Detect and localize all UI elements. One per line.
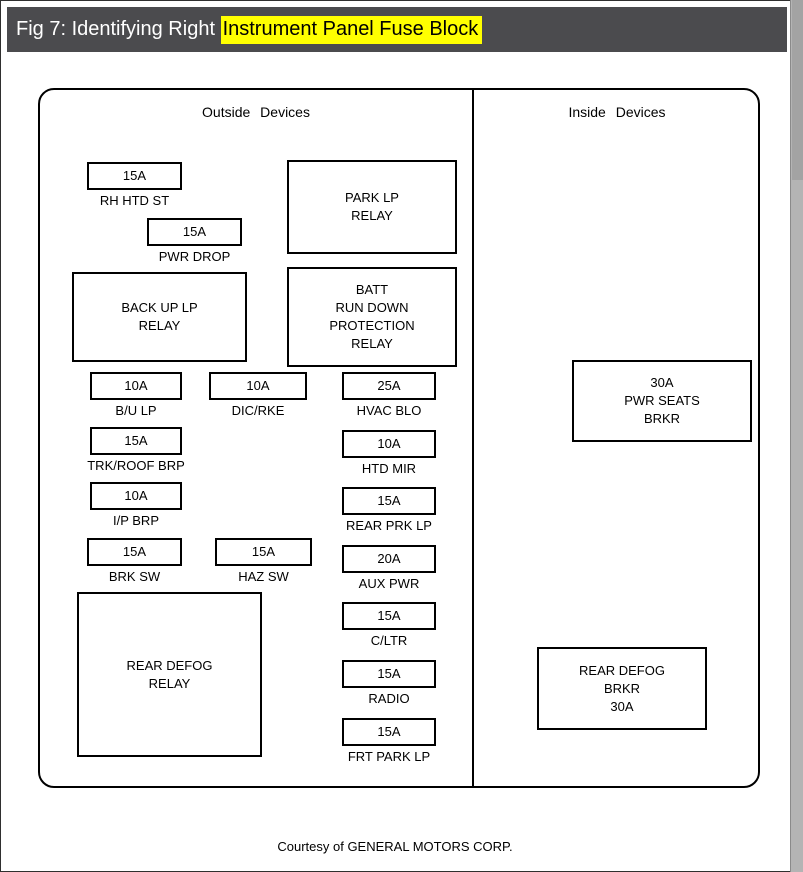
relay-batt-run-down-text: BATT [355, 282, 389, 297]
courtesy-line: Courtesy of GENERAL MOTORS CORP. [277, 839, 513, 854]
fuse-frt-park-lp-label: FRT PARK LP [347, 749, 431, 764]
fuse-bu-lp-text: 10A [124, 378, 148, 393]
fuse-brk-sw-label: BRK SW [108, 569, 161, 584]
vertical-scrollbar[interactable] [790, 0, 803, 872]
fuse-dic-rke-label: DIC/RKE [231, 403, 285, 418]
fuse-ip-brp-text: 10A [124, 488, 148, 503]
fuse-trk-roof-brp-label: TRK/ROOF BRP [87, 458, 185, 473]
fuse-htd-mir-label: HTD MIR [361, 461, 417, 476]
fuse-brk-sw-text: 15A [122, 544, 147, 559]
breaker-pwr-seats-text: BRKR [643, 411, 681, 426]
relay-back-up-lp-text: RELAY [138, 318, 181, 333]
fuse-aux-pwr-text: 20A [377, 551, 401, 566]
fuse-bu-lp-label: B/U LP [115, 403, 157, 418]
relay-batt-run-down-text: RUN DOWN [335, 300, 409, 315]
fuse-hvac-blo-text: 25A [377, 378, 401, 393]
fuse-rh-htd-st-label: RH HTD ST [99, 193, 170, 208]
fuse-cltr-text: 15A [377, 608, 401, 623]
breaker-pwr-seats-text: 30A [650, 375, 674, 390]
relay-rear-defog [77, 592, 262, 757]
breaker-pwr-seats [572, 360, 752, 442]
relay-park-lp-text: RELAY [351, 208, 393, 223]
fuse-haz-sw [215, 538, 312, 566]
fuse-cltr [342, 602, 436, 630]
outside-devices-label: Outside Devices [202, 104, 310, 120]
fuse-htd-mir-text: 10A [377, 436, 401, 451]
relay-rear-defog-text: REAR DEFOG [126, 657, 213, 673]
fuse-trk-roof-brp [90, 427, 182, 455]
fuse-frt-park-lp [342, 718, 436, 746]
breaker-rear-defog-text: BRKR [603, 680, 641, 696]
relay-back-up-lp [72, 272, 247, 362]
fuse-ip-brp-label: I/P BRP [112, 513, 160, 528]
fuse-pwr-drop-text: 15A [182, 224, 207, 239]
fuse-rear-prk-lp-text: 15A [377, 493, 401, 508]
fuse-haz-sw-label: HAZ SW [238, 569, 289, 584]
breaker-rear-defog-text: 30A [610, 698, 634, 714]
breaker-rear-defog [537, 647, 707, 730]
fuse-radio-label: RADIO [368, 691, 410, 706]
figure-title-bar [7, 7, 787, 52]
relay-back-up-lp-text: BACK UP LP [121, 300, 198, 315]
section-divider-line [472, 90, 474, 786]
fuse-aux-pwr-label: AUX PWR [358, 576, 420, 591]
fuse-aux-pwr [342, 545, 436, 573]
fuse-rear-prk-lp [342, 487, 436, 515]
fuse-htd-mir [342, 430, 436, 458]
fuse-haz-sw-text: 15A [251, 544, 276, 559]
fuse-ip-brp [90, 482, 182, 510]
relay-batt-run-down-text: RELAY [351, 336, 393, 351]
fuse-radio-text: 15A [377, 666, 401, 681]
fuse-frt-park-lp-text: 15A [377, 724, 401, 739]
fuse-bu-lp [90, 372, 182, 400]
relay-rear-defog-text: RELAY [148, 675, 191, 691]
fuse-rh-htd-st-text: 15A [122, 168, 147, 183]
breaker-pwr-seats-text: PWR SEATS [624, 393, 700, 408]
fuse-dic-rke-text: 10A [246, 378, 270, 393]
figure-title-text: Fig 7: Identifying Right [16, 18, 221, 40]
relay-park-lp-text: PARK LP [345, 190, 399, 205]
relay-batt-run-down-text: PROTECTION [329, 318, 415, 333]
fuse-pwr-drop-label: PWR DROP [158, 249, 231, 264]
scrollbar-thumb[interactable] [792, 0, 803, 180]
fuse-rh-htd-st [87, 162, 182, 190]
relay-park-lp [287, 160, 457, 254]
fuse-hvac-blo [342, 372, 436, 400]
fuse-hvac-blo-label: HVAC BLO [356, 403, 422, 418]
inside-devices-label: Inside Devices [568, 104, 666, 120]
fuse-trk-roof-brp-text: 15A [124, 433, 148, 448]
breaker-rear-defog-text: REAR DEFOG [579, 662, 665, 678]
fuse-brk-sw [87, 538, 182, 566]
fuse-pwr-drop [147, 218, 242, 246]
figure-title-highlight: Instrument Panel Fuse Block [221, 16, 483, 44]
fuse-rear-prk-lp-label: REAR PRK LP [346, 518, 432, 533]
fuse-radio [342, 660, 436, 688]
fuse-dic-rke [209, 372, 307, 400]
relay-batt-run-down [287, 267, 457, 367]
fuse-cltr-label: C/LTR [370, 633, 408, 648]
fuse-block-diagram [38, 88, 760, 788]
